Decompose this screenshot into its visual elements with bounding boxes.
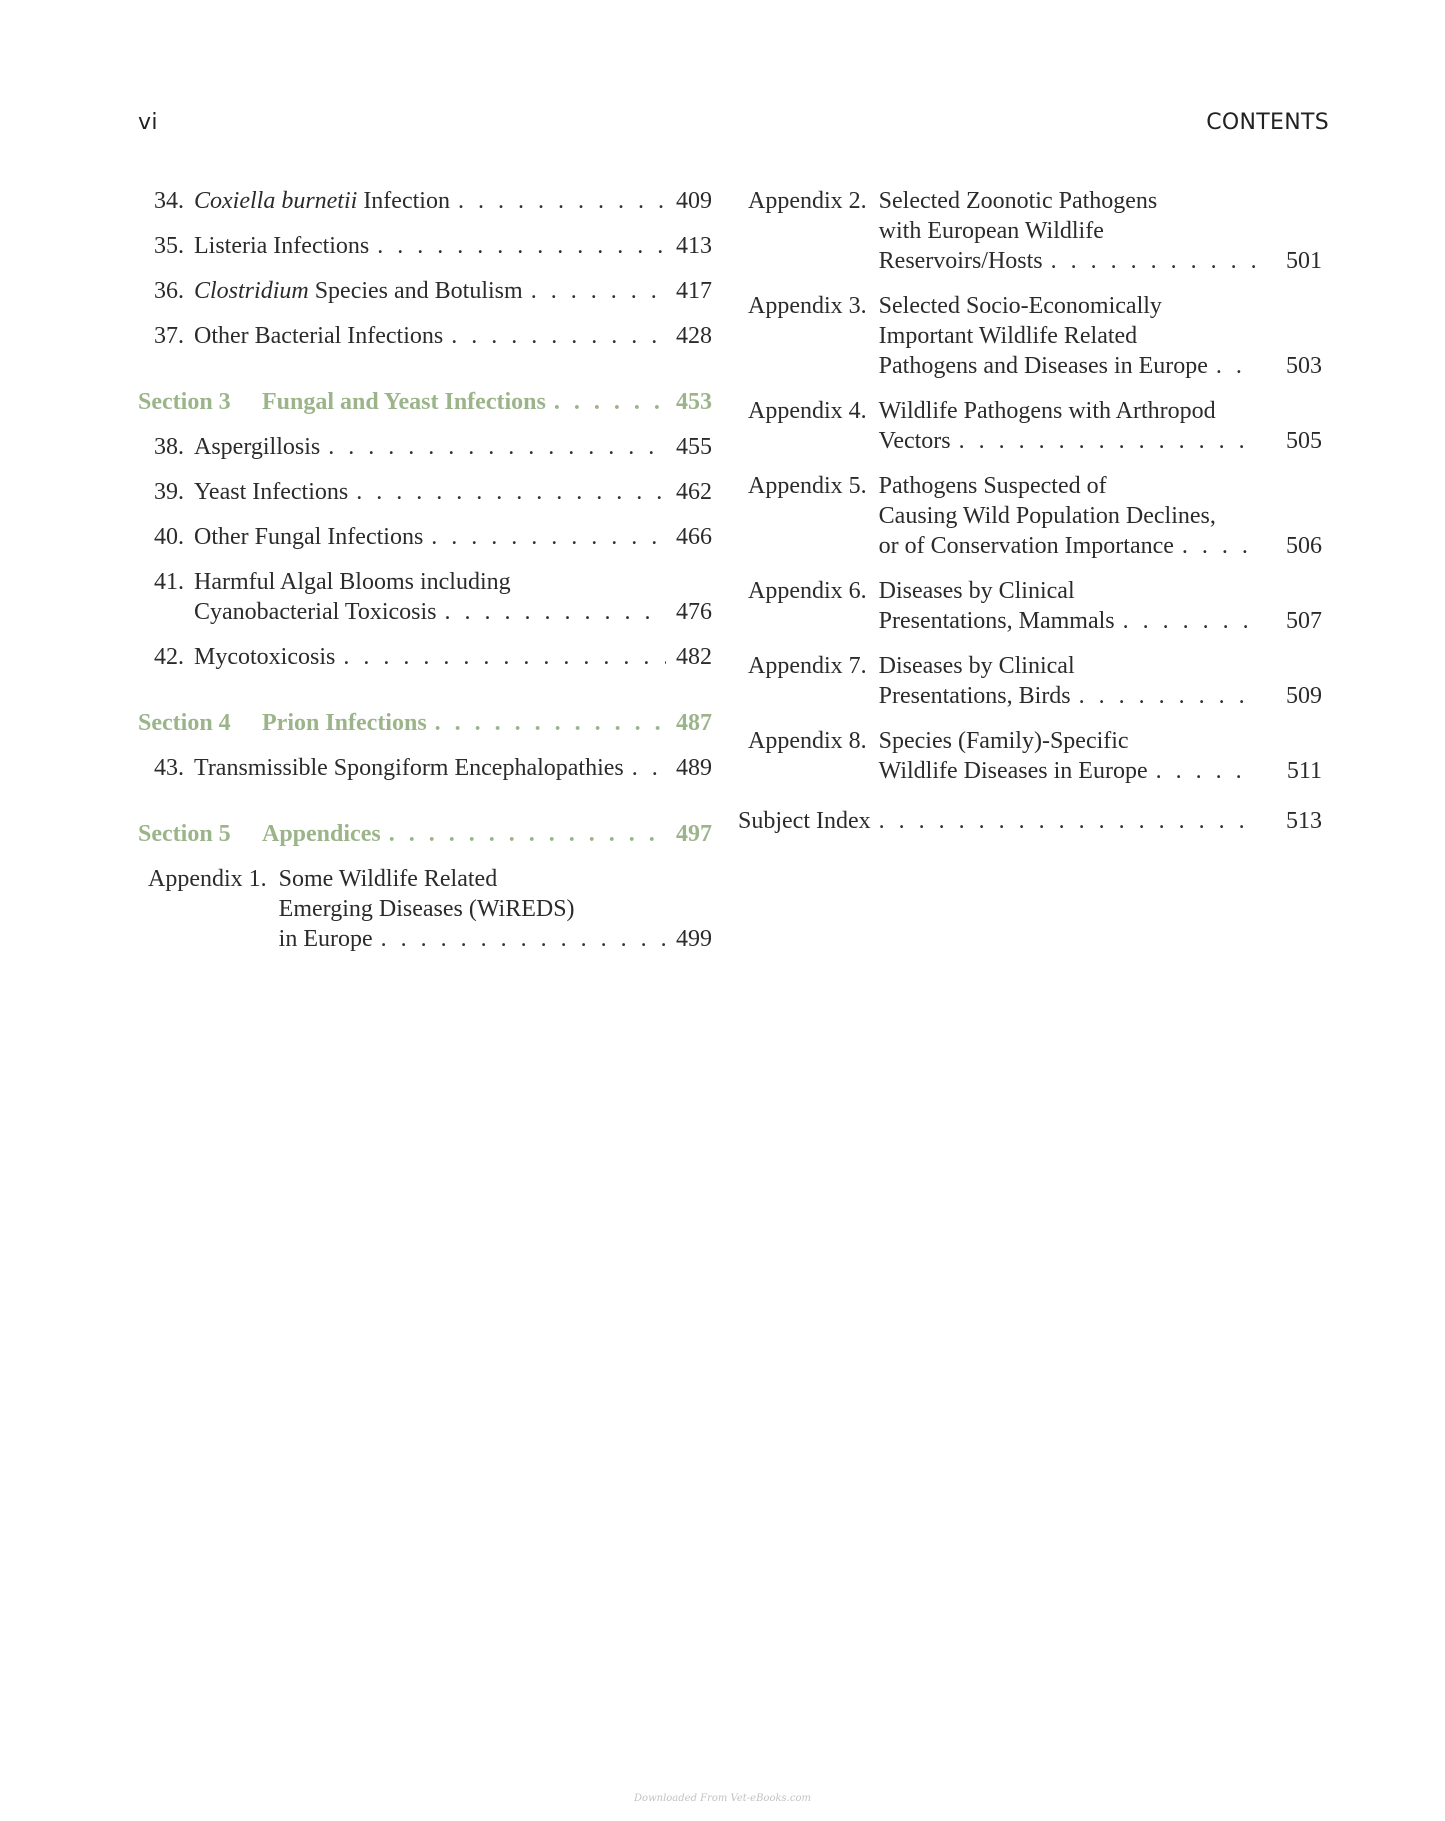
chapter-number: 36. — [154, 278, 184, 304]
appendix-title-line: Vectors — [878, 428, 951, 454]
appendix-title-line: in Europe — [278, 926, 373, 952]
leader-dots — [451, 321, 666, 351]
toc-entry-appendix-6[interactable] — [748, 576, 1322, 636]
page-ref: 409 — [676, 188, 712, 214]
page-ref: 476 — [676, 599, 712, 625]
chapter-title-line: Harmful Algal Blooms including — [194, 569, 511, 595]
leader-dots — [959, 426, 1256, 456]
appendix-title-line: Pathogens Suspected of — [878, 473, 1107, 499]
section-label: Section 3 — [138, 389, 231, 415]
leader-dots — [1156, 756, 1256, 786]
chapter-number: 38. — [154, 434, 184, 460]
leader-dots — [1079, 681, 1256, 711]
leader-dots — [343, 642, 666, 672]
chapter-number: 41. — [154, 569, 184, 595]
appendix-title-line: Reservoirs/Hosts — [878, 248, 1043, 274]
leader-dots — [1216, 351, 1256, 381]
page-ref: 455 — [676, 434, 712, 460]
leader-dots — [1182, 531, 1256, 561]
page-ref: 506 — [1286, 533, 1322, 559]
appendix-title-line: Selected Socio-Economically — [878, 293, 1162, 319]
toc-entry-appendix-8[interactable] — [748, 726, 1322, 786]
download-watermark: Downloaded From Vet-eBooks.com — [634, 1793, 811, 1804]
chapter-number: 35. — [154, 233, 184, 259]
leader-dots — [1051, 246, 1256, 276]
page-ref: 428 — [676, 323, 712, 349]
section-title: Prion Infections — [262, 710, 427, 736]
chapter-number: 34. — [154, 188, 184, 214]
chapter-title: Transmissible Spongiform Encephalopathies — [194, 755, 624, 781]
section-heading-4[interactable] — [138, 708, 712, 738]
subject-index-title: Subject Index — [738, 808, 871, 834]
page-ref: 511 — [1286, 758, 1322, 784]
toc-left-column — [138, 186, 712, 969]
appendix-label: Appendix 1. — [148, 866, 267, 892]
page-ref: 489 — [676, 755, 712, 781]
page-ref: 499 — [676, 926, 712, 952]
chapter-number: 42. — [154, 644, 184, 670]
page-ref: 466 — [676, 524, 712, 550]
appendix-title-line: Diseases by Clinical — [878, 653, 1075, 679]
toc-entry-36[interactable] — [138, 276, 712, 306]
leader-dots — [377, 231, 666, 261]
section-label: Section 4 — [138, 710, 231, 736]
section-label: Section 5 — [138, 821, 231, 847]
leader-dots — [632, 753, 666, 783]
page-ref: 497 — [676, 821, 712, 847]
section-title: Appendices — [262, 821, 381, 847]
appendix-label: Appendix 5. — [748, 473, 867, 499]
appendix-title-line: or of Conservation Importance — [878, 533, 1174, 559]
section-title: Fungal and Yeast Infections — [262, 389, 546, 415]
toc-entry-38[interactable] — [138, 432, 712, 462]
chapter-title-line: Cyanobacterial Toxicosis — [194, 599, 437, 625]
toc-entry-34[interactable] — [138, 186, 712, 216]
leader-dots — [879, 806, 1256, 836]
leader-dots — [381, 924, 666, 954]
section-heading-3[interactable] — [138, 387, 712, 417]
page-ref: 482 — [676, 644, 712, 670]
chapter-number: 43. — [154, 755, 184, 781]
leader-dots — [458, 186, 666, 216]
leader-dots — [356, 477, 666, 507]
toc-right-column — [738, 186, 1322, 851]
page-ref: 413 — [676, 233, 712, 259]
toc-entry-42[interactable] — [138, 642, 712, 672]
appendix-label: Appendix 3. — [748, 293, 867, 319]
appendix-label: Appendix 2. — [748, 188, 867, 214]
toc-entry-41[interactable] — [138, 567, 712, 627]
toc-entry-appendix-4[interactable] — [748, 396, 1322, 456]
leader-dots — [531, 276, 666, 306]
page-ref: 513 — [1286, 808, 1322, 834]
chapter-number: 39. — [154, 479, 184, 505]
toc-entry-37[interactable] — [138, 321, 712, 351]
page-ref: 501 — [1286, 248, 1322, 274]
page-ref: 487 — [676, 710, 712, 736]
page-ref: 453 — [676, 389, 712, 415]
chapter-title: Aspergillosis — [194, 434, 321, 460]
toc-entry-40[interactable] — [138, 522, 712, 552]
appendix-title-line: Species (Family)-Specific — [878, 728, 1129, 754]
toc-entry-39[interactable] — [138, 477, 712, 507]
chapter-number: 37. — [154, 323, 184, 349]
toc-entry-appendix-3[interactable] — [748, 291, 1322, 381]
page-ref: 507 — [1286, 608, 1322, 634]
running-title: CONTENTS — [1206, 110, 1329, 135]
leader-dots — [1123, 606, 1256, 636]
appendix-title-line: Presentations, Mammals — [878, 608, 1115, 634]
page-number: vi — [138, 110, 158, 135]
chapter-title: Yeast Infections — [194, 479, 349, 505]
chapter-title: Other Bacterial Infections — [194, 323, 444, 349]
toc-entry-subject-index[interactable] — [738, 806, 1322, 836]
toc-entry-appendix-2[interactable] — [748, 186, 1322, 276]
page-ref: 509 — [1286, 683, 1322, 709]
appendix-label: Appendix 7. — [748, 653, 867, 679]
page-ref: 417 — [676, 278, 712, 304]
appendix-title-line: Presentations, Birds — [878, 683, 1071, 709]
leader-dots — [389, 819, 666, 849]
appendix-title-line: Selected Zoonotic Pathogens — [878, 188, 1158, 214]
toc-entry-43[interactable] — [138, 753, 712, 783]
chapter-title: Coxiella burnetii Infection — [194, 188, 450, 214]
toc-entry-appendix-7[interactable] — [748, 651, 1322, 711]
toc-entry-35[interactable] — [138, 231, 712, 261]
chapter-title: Clostridium Species and Botulism — [194, 278, 523, 304]
appendix-title-line: Important Wildlife Related — [878, 323, 1138, 349]
toc-entry-appendix-5[interactable] — [748, 471, 1322, 561]
appendix-title-line: Causing Wild Population Declines, — [878, 503, 1216, 529]
appendix-label: Appendix 6. — [748, 578, 867, 604]
chapter-title: Mycotoxicosis — [194, 644, 336, 670]
appendix-label: Appendix 8. — [748, 728, 867, 754]
leader-dots — [435, 708, 666, 738]
section-heading-5[interactable] — [138, 819, 712, 849]
leader-dots — [431, 522, 666, 552]
page-ref: 503 — [1286, 353, 1322, 379]
toc-entry-appendix-1[interactable] — [148, 864, 712, 954]
leader-dots — [444, 597, 666, 627]
page-ref: 505 — [1286, 428, 1322, 454]
appendix-title-line: Diseases by Clinical — [878, 578, 1075, 604]
leader-dots — [554, 387, 666, 417]
appendix-title-line: with European Wildlife — [878, 218, 1104, 244]
chapter-title: Other Fungal Infections — [194, 524, 424, 550]
chapter-number: 40. — [154, 524, 184, 550]
appendix-title-line: Wildlife Pathogens with Arthropod — [878, 398, 1216, 424]
appendix-title-line: Wildlife Diseases in Europe — [878, 758, 1148, 784]
appendix-title-line: Emerging Diseases (WiREDS) — [278, 896, 575, 922]
appendix-label: Appendix 4. — [748, 398, 867, 424]
leader-dots — [328, 432, 666, 462]
chapter-title: Listeria Infections — [194, 233, 370, 259]
appendix-title-line: Some Wildlife Related — [278, 866, 498, 892]
page-ref: 462 — [676, 479, 712, 505]
appendix-title-line: Pathogens and Diseases in Europe — [878, 353, 1208, 379]
